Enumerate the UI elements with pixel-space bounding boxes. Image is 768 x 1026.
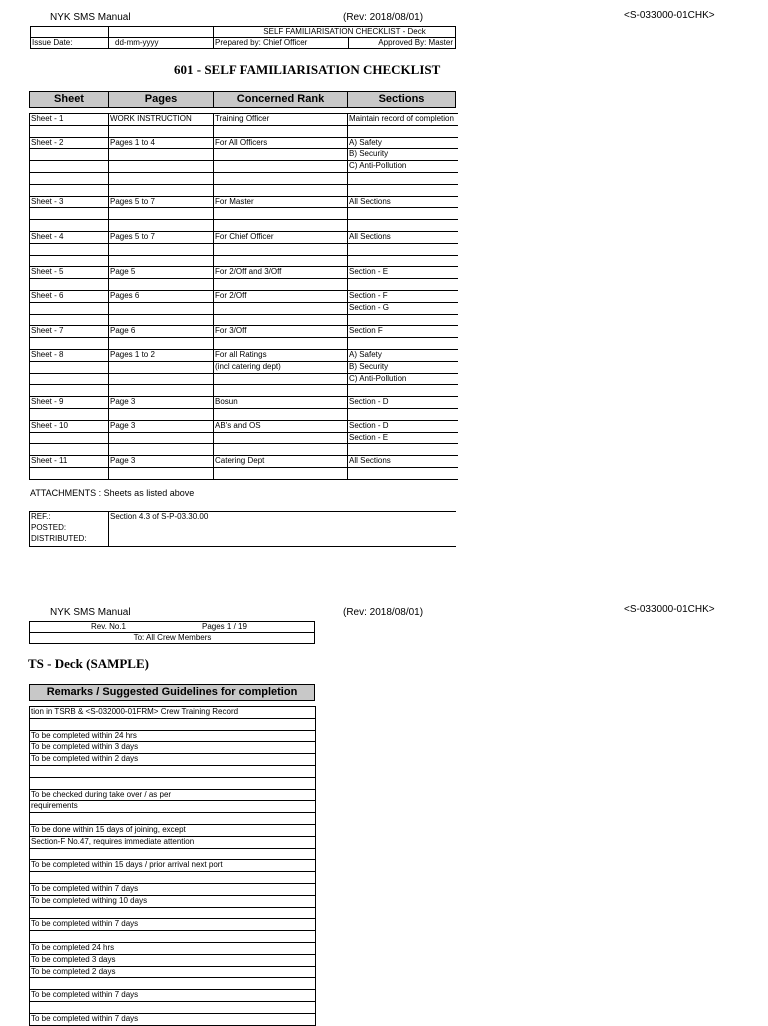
remarks-cell: tion in TSRB & <S-032000-01FRM> Crew Training Record xyxy=(30,707,316,719)
table-row xyxy=(30,942,316,954)
sheet-cell xyxy=(30,125,109,137)
pages-cell xyxy=(109,444,214,456)
table-row xyxy=(30,1001,316,1013)
sheet-cell xyxy=(30,184,109,196)
table-row xyxy=(30,349,458,361)
pages-cell xyxy=(109,161,214,173)
table-row xyxy=(30,742,316,754)
sheet-cell xyxy=(30,361,109,373)
rank-cell xyxy=(214,314,348,326)
pages-cell xyxy=(109,125,214,137)
table-row xyxy=(30,883,316,895)
remarks-cell xyxy=(30,777,316,789)
sections-cell: Section - D xyxy=(348,420,458,432)
column-header-pages: Pages xyxy=(108,91,214,108)
table-row xyxy=(30,279,458,291)
table-row xyxy=(30,385,458,397)
sections-cell: All Sections xyxy=(348,231,458,243)
rank-cell: For 3/Off xyxy=(214,326,348,338)
distribution-to: To: All Crew Members xyxy=(29,632,315,644)
table-row xyxy=(30,302,458,314)
pages-cell: WORK INSTRUCTION xyxy=(109,114,214,126)
table-row xyxy=(30,990,316,1002)
rank-cell xyxy=(214,255,348,267)
remarks-cell: To be completed 2 days xyxy=(30,966,316,978)
sections-cell xyxy=(348,184,458,196)
rank-cell xyxy=(214,444,348,456)
table-row xyxy=(30,444,458,456)
sheet-cell xyxy=(30,444,109,456)
checklist-table xyxy=(29,113,458,480)
table-row xyxy=(30,707,316,719)
manual-name: NYK SMS Manual xyxy=(50,607,131,618)
rank-cell: For All Officers xyxy=(214,137,348,149)
table-row xyxy=(30,114,458,126)
sections-cell xyxy=(348,208,458,220)
table-row xyxy=(30,718,316,730)
rank-cell xyxy=(214,161,348,173)
remarks-cell: requirements xyxy=(30,801,316,813)
pages-cell: Pages 1 to 4 xyxy=(109,137,214,149)
document-code: <S-033000-01CHK> xyxy=(624,10,715,21)
remarks-cell: To be completed within 24 hrs xyxy=(30,730,316,742)
sections-cell: All Sections xyxy=(348,456,458,468)
pages-cell: Pages 1 to 2 xyxy=(109,349,214,361)
rank-cell xyxy=(214,338,348,350)
table-row xyxy=(30,208,458,220)
table-row xyxy=(30,373,458,385)
table-row xyxy=(30,338,458,350)
table-row xyxy=(30,137,458,149)
table-row xyxy=(30,801,316,813)
remarks-cell xyxy=(30,1001,316,1013)
sheet-cell: Sheet - 1 xyxy=(30,114,109,126)
table-row xyxy=(30,919,316,931)
sections-cell xyxy=(348,125,458,137)
table-row xyxy=(30,420,458,432)
rank-cell: For Chief Officer xyxy=(214,231,348,243)
sheet-cell: Sheet - 8 xyxy=(30,349,109,361)
pages-cell: Page 3 xyxy=(109,420,214,432)
rank-cell xyxy=(214,385,348,397)
remarks-cell xyxy=(30,872,316,884)
table-row xyxy=(30,161,458,173)
sheet-cell xyxy=(30,338,109,350)
table-row xyxy=(30,954,316,966)
table-row xyxy=(30,730,316,742)
rank-cell xyxy=(214,279,348,291)
sheet-cell xyxy=(30,172,109,184)
sheet-cell: Sheet - 7 xyxy=(30,326,109,338)
pages-cell xyxy=(109,338,214,350)
table-row xyxy=(30,836,316,848)
rank-cell: For 2/Off and 3/Off xyxy=(214,267,348,279)
sheet-cell xyxy=(30,408,109,420)
sections-cell xyxy=(348,314,458,326)
pages-cell xyxy=(109,243,214,255)
rank-cell xyxy=(214,302,348,314)
sections-cell: A) Safety xyxy=(348,349,458,361)
sections-cell xyxy=(348,279,458,291)
table-row xyxy=(30,789,316,801)
rank-cell: (incl catering dept) xyxy=(214,361,348,373)
pages-cell xyxy=(109,302,214,314)
page-title: TS - Deck (SAMPLE) xyxy=(28,656,149,671)
remarks-cell: To be completed within 2 days xyxy=(30,754,316,766)
sheet-cell xyxy=(30,208,109,220)
issue-date-value: dd-mm-yyyy xyxy=(108,37,214,49)
table-row xyxy=(30,397,458,409)
remarks-cell: To be completed withing 10 days xyxy=(30,895,316,907)
remarks-cell: To be completed within 7 days xyxy=(30,1013,316,1025)
pages-cell: Pages 5 to 7 xyxy=(109,231,214,243)
sheet-cell xyxy=(30,279,109,291)
remarks-cell xyxy=(30,907,316,919)
pages-cell: Pages 6 xyxy=(109,290,214,302)
sheet-cell: Sheet - 11 xyxy=(30,456,109,468)
rank-cell xyxy=(214,125,348,137)
table-row xyxy=(30,872,316,884)
page-title: 601 - SELF FAMILIARISATION CHECKLIST xyxy=(174,62,441,77)
pages-cell xyxy=(109,467,214,479)
revision-date: (Rev: 2018/08/01) xyxy=(343,607,424,618)
revision-number: Rev. No.1 xyxy=(91,622,126,631)
pages-cell xyxy=(109,149,214,161)
sections-cell: C) Anti-Pollution xyxy=(348,373,458,385)
remarks-cell xyxy=(30,931,316,943)
rank-cell: For 2/Off xyxy=(214,290,348,302)
table-row xyxy=(30,966,316,978)
table-row xyxy=(30,765,316,777)
rank-cell: Training Officer xyxy=(214,114,348,126)
remarks-cell: To be completed within 15 days / prior arrival next port xyxy=(30,860,316,872)
rank-cell xyxy=(214,408,348,420)
remarks-table xyxy=(29,706,316,1026)
remarks-cell xyxy=(30,718,316,730)
distributed-label: DISTRIBUTED: xyxy=(31,534,87,543)
rank-cell xyxy=(214,184,348,196)
rank-cell: Catering Dept xyxy=(214,456,348,468)
table-row xyxy=(30,326,458,338)
rank-cell xyxy=(214,243,348,255)
sections-cell: A) Safety xyxy=(348,137,458,149)
remarks-cell: To be checked during take over / as per xyxy=(30,789,316,801)
remarks-cell xyxy=(30,765,316,777)
rank-cell: AB's and OS xyxy=(214,420,348,432)
rank-cell: For Master xyxy=(214,196,348,208)
attachments-note: ATTACHMENTS : Sheets as listed above xyxy=(30,488,195,498)
table-row xyxy=(30,361,458,373)
table-row xyxy=(30,777,316,789)
table-row xyxy=(30,754,316,766)
remarks-cell: To be completed within 7 days xyxy=(30,883,316,895)
table-row xyxy=(30,467,458,479)
table-row xyxy=(30,196,458,208)
rank-cell xyxy=(214,432,348,444)
table-row xyxy=(30,184,458,196)
sections-cell xyxy=(348,220,458,232)
table-row xyxy=(30,267,458,279)
sheet-cell xyxy=(30,220,109,232)
sections-cell xyxy=(348,385,458,397)
pages-cell xyxy=(109,172,214,184)
pages-cell xyxy=(109,314,214,326)
sections-cell: Maintain record of completion xyxy=(348,114,458,126)
table-row xyxy=(30,456,458,468)
table-row xyxy=(30,220,458,232)
table-row xyxy=(30,408,458,420)
sections-cell xyxy=(348,408,458,420)
pages-cell xyxy=(109,432,214,444)
pages-cell: Page 6 xyxy=(109,326,214,338)
sections-cell xyxy=(348,243,458,255)
rank-cell xyxy=(214,220,348,232)
sheet-cell xyxy=(30,149,109,161)
rank-cell: For all Ratings xyxy=(214,349,348,361)
sheet-cell: Sheet - 2 xyxy=(30,137,109,149)
column-header-sections: Sections xyxy=(347,91,456,108)
table-row xyxy=(30,1013,316,1025)
rank-cell xyxy=(214,373,348,385)
sections-cell: B) Security xyxy=(348,149,458,161)
sheet-cell xyxy=(30,314,109,326)
sheet-cell: Sheet - 9 xyxy=(30,397,109,409)
sheet-cell: Sheet - 10 xyxy=(30,420,109,432)
rank-cell xyxy=(214,149,348,161)
table-row xyxy=(30,860,316,872)
pages-cell xyxy=(109,279,214,291)
table-row xyxy=(30,813,316,825)
posted-label: POSTED: xyxy=(31,523,67,532)
pages-cell xyxy=(109,184,214,196)
sections-cell xyxy=(348,338,458,350)
remarks-cell: Section-F No.47, requires immediate attention xyxy=(30,836,316,848)
table-row xyxy=(30,824,316,836)
remarks-cell: To be completed within 3 days xyxy=(30,742,316,754)
remarks-cell: To be completed 3 days xyxy=(30,954,316,966)
sheet-cell: Sheet - 5 xyxy=(30,267,109,279)
sheet-cell: Sheet - 6 xyxy=(30,290,109,302)
prepared-by: Prepared by: Chief Officer xyxy=(213,37,349,49)
issue-date-label: Issue Date: xyxy=(30,37,109,49)
manual-name: NYK SMS Manual xyxy=(50,12,131,23)
sheet-cell xyxy=(30,302,109,314)
sheet-cell xyxy=(30,467,109,479)
table-row xyxy=(30,149,458,161)
sections-cell xyxy=(348,255,458,267)
pages-cell xyxy=(109,408,214,420)
remarks-cell xyxy=(30,848,316,860)
document-code: <S-033000-01CHK> xyxy=(624,604,715,615)
remarks-cell: To be completed within 7 days xyxy=(30,919,316,931)
table-row xyxy=(30,432,458,444)
sheet-cell xyxy=(30,432,109,444)
pages-cell: Page 3 xyxy=(109,397,214,409)
sections-cell: Section - F xyxy=(348,290,458,302)
sheet-cell xyxy=(30,373,109,385)
sheet-cell: Sheet - 4 xyxy=(30,231,109,243)
rank-cell xyxy=(214,467,348,479)
remarks-header: Remarks / Suggested Guidelines for completion xyxy=(29,684,315,701)
pages-cell: Pages 5 to 7 xyxy=(109,196,214,208)
sheet-cell: Sheet - 3 xyxy=(30,196,109,208)
sections-cell: All Sections xyxy=(348,196,458,208)
column-header-rank: Concerned Rank xyxy=(213,91,348,108)
table-row xyxy=(30,125,458,137)
table-row xyxy=(30,314,458,326)
sections-cell: Section - E xyxy=(348,267,458,279)
pages-cell: Page 5 xyxy=(109,267,214,279)
sections-cell xyxy=(348,172,458,184)
rank-cell xyxy=(214,208,348,220)
sheet-cell xyxy=(30,161,109,173)
sections-cell: Section - D xyxy=(348,397,458,409)
table-row xyxy=(30,848,316,860)
table-row xyxy=(30,243,458,255)
sections-cell: Section F xyxy=(348,326,458,338)
ref-label: REF.: xyxy=(31,512,51,521)
sheet-cell xyxy=(30,243,109,255)
pages-cell xyxy=(109,208,214,220)
pages-cell: Page 3 xyxy=(109,456,214,468)
ref-value: Section 4.3 of S-P-03.30.00 xyxy=(110,512,209,521)
pages-cell xyxy=(109,361,214,373)
table-row xyxy=(30,172,458,184)
remarks-cell: To be done within 15 days of joining, except xyxy=(30,824,316,836)
remarks-cell: To be completed 24 hrs xyxy=(30,942,316,954)
remarks-cell xyxy=(30,978,316,990)
sheet-cell xyxy=(30,255,109,267)
table-row xyxy=(30,895,316,907)
sections-cell xyxy=(348,467,458,479)
pages-cell xyxy=(109,255,214,267)
sections-cell: B) Security xyxy=(348,361,458,373)
pages-cell xyxy=(109,220,214,232)
rank-cell: Bosun xyxy=(214,397,348,409)
table-row xyxy=(30,978,316,990)
sections-cell: C) Anti-Pollution xyxy=(348,161,458,173)
table-row xyxy=(30,931,316,943)
checklist-title: SELF FAMILIARISATION CHECKLIST - Deck xyxy=(213,26,456,38)
table-row xyxy=(30,290,458,302)
table-row xyxy=(30,255,458,267)
remarks-cell xyxy=(30,813,316,825)
column-header-sheet: Sheet xyxy=(29,91,109,108)
sheet-cell xyxy=(30,385,109,397)
pages-cell xyxy=(109,373,214,385)
sections-cell: Section - G xyxy=(348,302,458,314)
table-row xyxy=(30,907,316,919)
pages-cell xyxy=(109,385,214,397)
approved-by: Approved By: Master xyxy=(348,37,456,49)
sections-cell: Section - E xyxy=(348,432,458,444)
revision-date: (Rev: 2018/08/01) xyxy=(343,12,424,23)
rank-cell xyxy=(214,172,348,184)
sections-cell xyxy=(348,444,458,456)
page-count: Pages 1 / 19 xyxy=(202,622,247,631)
remarks-cell: To be completed within 7 days xyxy=(30,990,316,1002)
table-row xyxy=(30,231,458,243)
